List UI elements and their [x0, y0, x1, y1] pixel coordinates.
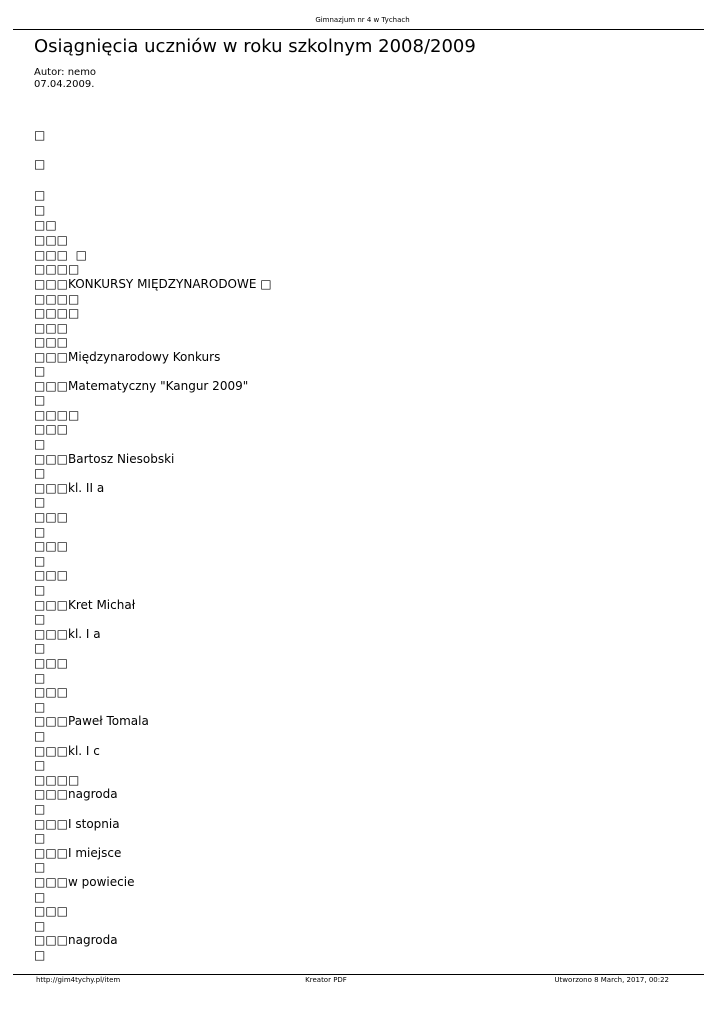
body-line: □□□Matematyczny "Kangur 2009" [34, 378, 249, 393]
body-line: □ [34, 495, 46, 510]
footer-created: Utworzono 8 March, 2017, 00:22 [554, 976, 669, 984]
body-line: □ [34, 524, 46, 539]
body-line: □ [34, 612, 46, 627]
body-line: □ [34, 670, 46, 685]
body-line: □□□ [34, 656, 69, 670]
body-line: □□□kl. I c [34, 743, 100, 758]
body-line: □□□w powiecie [34, 875, 135, 889]
body-line: □ [34, 860, 46, 875]
body-line: □□□KONKURSY MIĘDZYNARODOWE □ [34, 277, 272, 291]
footer-generator: Kreator PDF [305, 976, 347, 984]
body-line: □ [34, 188, 46, 202]
body-line: □□□nagroda [34, 787, 118, 802]
body-line: □□□nagroda [34, 933, 118, 948]
body-line: □ [34, 364, 46, 378]
article-meta [34, 67, 96, 91]
body-line: □ [34, 948, 46, 962]
body-line: □ [34, 393, 46, 408]
body-line: □ [34, 699, 46, 714]
body-line: □ [34, 157, 46, 171]
body-line: □□□ [34, 321, 69, 335]
body-line: □ [34, 889, 46, 904]
author-line: Autor: nemo [34, 67, 97, 78]
body-line: □□□ [34, 568, 69, 583]
page-header: Gimnazjum nr 4 w Tychach [315, 16, 410, 24]
body-line: □ [34, 203, 46, 217]
body-line: □□□Paweł Tomala [34, 714, 149, 729]
body-line: □ [34, 583, 46, 597]
body-line: □ [34, 128, 46, 142]
body-line: □□□ □ [34, 248, 87, 262]
body-line: □□□kl. I a [34, 626, 101, 641]
body-line: □ [34, 802, 46, 816]
body-line: □□□□ [34, 772, 80, 787]
body-line: □□□I stopnia [34, 816, 120, 831]
body-line: □ [34, 641, 46, 656]
body-line: □□□ [34, 335, 69, 349]
publish-date: 07.04.2009. [34, 79, 95, 90]
body-line: □□□ [34, 233, 69, 247]
body-line: □□□Międzynarodowy Konkurs [34, 350, 221, 364]
body-line: □ [34, 553, 46, 568]
body-line: □□□□ [34, 306, 80, 320]
body-line: □ [34, 831, 46, 846]
body-line: □ [34, 466, 46, 481]
body-line: □□□Bartosz Niesobski [34, 451, 175, 466]
body-line: □□□ [34, 539, 69, 554]
body-line: □□□□ [34, 292, 80, 306]
body-line: □□□Kret Michał [34, 597, 136, 612]
page-title: Osiągnięcia uczniów w roku szkolnym 2008/2009 [34, 36, 476, 57]
body-line: □□□□ [34, 407, 80, 422]
body-line: □□□ [34, 422, 69, 437]
body-line: □□□I miejsce [34, 845, 122, 860]
footer-url: http://gim4tychy.pl/item [36, 976, 121, 984]
body-line: □□□ [34, 685, 69, 700]
body-line: □ [34, 758, 46, 773]
body-line: □□□□ [34, 262, 80, 276]
footer-divider [13, 974, 704, 975]
header-divider [13, 29, 704, 30]
body-line: □□□ [34, 904, 69, 919]
body-line: □ [34, 918, 46, 933]
body-line: □□□ [34, 510, 69, 524]
body-line: □□ [34, 218, 57, 232]
body-line: □□□kl. II a [34, 480, 105, 495]
body-line: □ [34, 729, 46, 743]
body-line: □ [34, 437, 46, 451]
